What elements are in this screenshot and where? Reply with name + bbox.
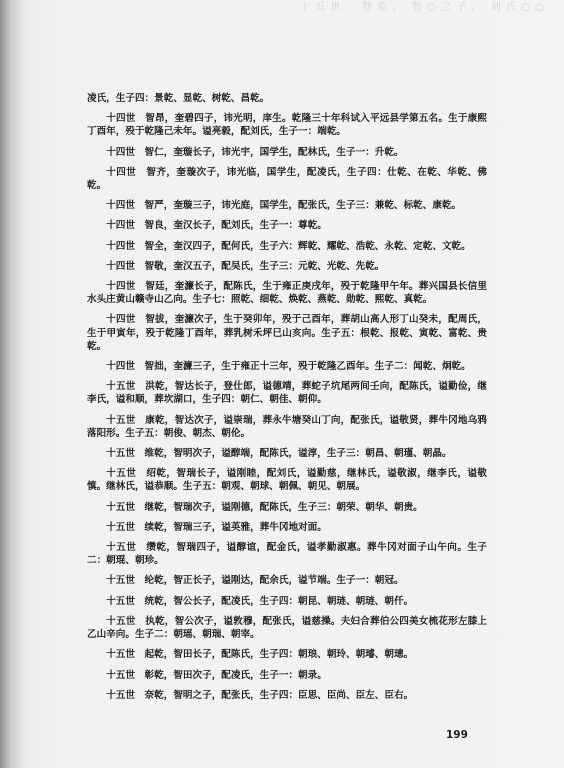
entry-continuation: 凌氏，生子四：景乾、显乾、树乾、昌乾。 — [87, 93, 270, 104]
entry-zuan-qian: 十五世 缵乾，智瑞四子，谥醇谊，配金氏，谥孝勤淑惠。葬牛冈对面子山午向。生子二：朝琨、朝珍。 — [87, 542, 487, 567]
entry-zhi-liang: 十四世 智良，奎汉长子，配刘氏，生子一：尊乾。 — [106, 220, 327, 232]
entry-zhi-ren: 十四世 智仁，奎璇长子，讳光宇，国学生，配林氏，生子一：升乾。 — [106, 146, 404, 158]
entry-zhi-ang: 十四世 智昂，奎碧四子，讳光明，庠生。乾隆三十年科试入平远县学第五名。生于康熙丁酉年，殁于乾隆己未年。谥亮毅，配刘氏，生子一：端乾。 — [87, 113, 487, 138]
bleed-through-text: 十 五 世 智 乾 ， 智 ○ 之 子 ， 刘 氏 ○ ○ — [300, 2, 545, 13]
entry-shao-qian: 十五世 绍乾，智瑞长子，谥刚睦，配刘氏，谥勤慈，继林氏，谥敬淑，继李氏，谥敬慎。继林氏，谥恭顺。生子五：朝观、朝球、朝佩、朝见、朝展。 — [87, 468, 487, 493]
genealogy-text — [87, 92, 487, 702]
entry-zhi-qi: 十四世 智齐，奎璇次子，讳光临，国学生，配凌氏，生子四：仕乾、在乾、华乾、佛乾。 — [87, 166, 487, 192]
entry-zhi-quan: 十四世 智全，奎汉四子，配何氏，生子六：辉乾、耀乾、浩乾、永乾、定乾、文乾。 — [106, 240, 471, 252]
entry-wei-qian: 十五世 维乾，智明次子，谥醇端，配陈氏，谥淳，生子三：朝昌、朝瑾、朝晶。 — [106, 448, 452, 460]
entry-hong-qian: 十五世 洪乾，智达长子，登仕郎，谥德靖，葬蛇子坑尾两间壬向，配陈氏，谥勤俭，继李氏，谥和顺，葬坎湖口，生子四：朝仁、朝佳、朝仰。 — [87, 381, 487, 406]
entry-tong-qian: 十五世 统乾，智公长子，配凌氏，生子四：朝昆、朝琏、朝琏、朝仟。 — [106, 595, 414, 607]
entry-zhi-ba: 十四世 智拔，奎濂次子，生于癸卯年，殁于己酉年，葬胡山高人形丁山癸未，配周氏，生于甲寅年，殁于乾隆丁酉年，葬乳树禾坪巳山亥向。生子五：根乾、报乾、寅乾、富乾、贵乾。 — [87, 314, 487, 352]
entry-nai-qian: 十五世 奈乾，智明之子，配张氏，生子四：臣思、臣尚、臣左、臣右。 — [106, 689, 414, 701]
page-number: 199 — [446, 729, 468, 741]
entry-zhi-zhuo: 十四世 智拙，奎濂三子，生于雍正十三年，殁于乾隆乙酉年。生子二：闻乾、炯乾。 — [106, 361, 471, 373]
entry-qi-qian: 十五世 起乾，智田长子，配陈氏，生子四：朝琅、朝玲、朝璿、朝璁。 — [106, 649, 414, 661]
entry-xu-qian: 十五世 续乾，智瑞三子，谥英雅，葬牛冈地对面。 — [106, 521, 327, 533]
entry-ji-qian: 十五世 继乾，智瑞次子，谥刚德，配陈氏，生子三：朝荣、朝华、朝贵。 — [106, 501, 423, 513]
entry-lun-qian: 十五世 纶乾，智正长子，谥刚达，配余氏，谥节端。生子一：朝冠。 — [106, 575, 404, 587]
entry-zhi-jing: 十四世 智敬，奎汉五子，配吴氏，生子三：元乾、光乾、先乾。 — [106, 260, 385, 272]
entry-zhi-qian: 十五世 执乾，智公次子，谥敦穆，配张氏，谥慈操。夫妇合葬伯公四美女梳花形左膝上乙山辛向。生子二：朝瑶、朝瑞、朝宰。 — [87, 615, 487, 641]
entry-zhi-yan: 十四世 智严，奎璇三子，讳光庭，国学生，配张氏，生子三：兼乾、标乾、康乾。 — [106, 200, 462, 212]
entry-zhi-ting: 十四世 智廷，奎濂长子，配陈氏，生于雍正庚戌年，殁于乾隆甲午年。葬兴国县长信里水头庄黄山赣寺山乙向。生子七：照乾、细乾、焕乾、燕乾、勋乾、熙乾、真乾。 — [87, 281, 487, 306]
entry-zhang-qian: 十五世 彰乾，智田次子，配凌氏，生子一：朝录。 — [106, 669, 327, 681]
entry-kang-qian: 十五世 康乾，智达次子，谥崇瑞，葬永牛塘癸山丁向，配张氏，谥敬贤，葬牛冈地乌鸦落阳形。生子五：朝俊、朝杰、朝伦。 — [87, 414, 487, 439]
